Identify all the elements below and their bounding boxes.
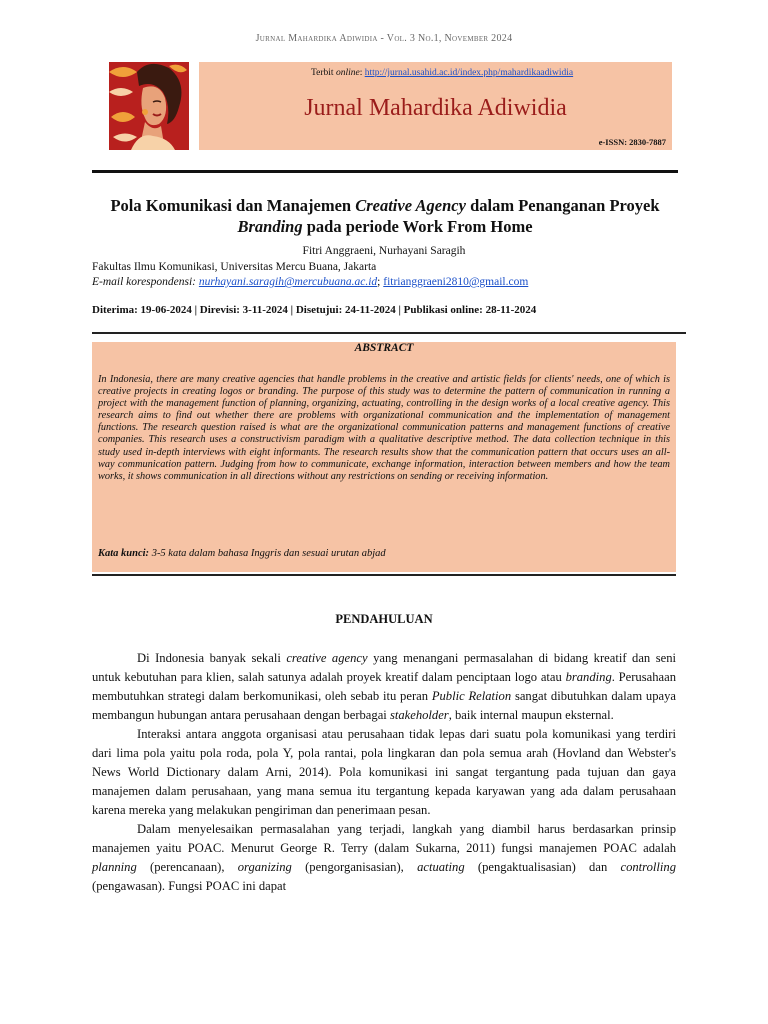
woman-portrait-logo-icon [109,62,189,150]
affiliation: Fakultas Ilmu Komunikasi, Universitas Mercu Buana, Jakarta [92,261,377,273]
published-online-word: online [335,68,360,78]
keywords-text: 3-5 kata dalam bahasa Inggris dan sesuai urutan abjad [149,548,386,559]
published-label: Terbit [311,68,336,78]
paper-title: Pola Komunikasi dan Manajemen Creative Agency dalam Penanganan Proyek Branding pada periode Work From Home [110,196,660,236]
paragraph-3: Dalam menyelesaikan permasalahan yang terjadi, langkah yang diambil harus berdasarkan prinsip manajemen yaitu POAC. Menurut George R. Terry (dalam Sukarna, 2011) fungsi manajemen POAC adalah planning (perencanaan), organizing (pengorganisasian), actuating (pengaktualisasian) dan controlling (pengawasan). Fungsi POAC ini dapat [92,822,676,893]
abstract-text: In Indonesia, there are many creative agencies that handle problems in the creative and artistic fields for clients' needs, one of which is creative projects in creating logos or branding. The purpose of this study was to determine the pattern of communication in running a project with the management function of planning, organizing, actuating, controlling in the design works of a local creative agency. This research aims to find out whether there are problems with organizational communication and the implementation of management functions. The research question raised is what are the organizational communication patterns and management functions of creative companies. This research uses a constructivism paradigm with a qualitative descriptive method. The data collection technique in this study used in-depth interviews with eight informants. The research results show that the communication pattern that occurs uses an all-way communication pattern. Judging from how to communicate, exchange information, interaction between members and how the team works, it shows communication in all directions without any restrictions on sending or receiving information. [98,374,670,482]
body-text [92,649,676,896]
paragraph-1: Di Indonesia banyak sekali creative agency yang menangani permasalahan di bidang kreatif dan seni untuk kebutuhan para klien, salah satunya adalah proyek kreatif dalam penciptaan logo atau branding. Perusahaan membutuhkan strategi dalam berkomunikasi, oleh sebab itu peran Public Relation sangat dibutuhkan dalam upaya membangun hubungan antara perusahaan dengan berbagai stakeholder, baik internal maupun eksternal. [92,651,677,722]
journal-title: Jurnal Mahardika Adiwidia [304,95,567,121]
email-label: E-mail korespondensi: [92,276,199,288]
abstract-heading: ABSTRACT [354,342,414,354]
journal-url-link[interactable]: http://jurnal.usahid.ac.id/index.php/mahardikaadiwidia [364,68,574,78]
keywords [98,548,386,559]
email-separator: ; [377,276,384,288]
correspondence-email [92,276,528,288]
email-link-1[interactable]: nurhayani.saragih@mercubuana.ac.id [198,276,378,288]
authors: Fitri Anggraeni, Nurhayani Saragih [302,245,466,257]
published-colon: : [359,68,365,78]
submission-dates: Diterima: 19-06-2024 | Direvisi: 3-11-2024 | Disetujui: 24-11-2024 | Publikasi online: 28-11-2024 [92,304,537,316]
abstract-box [92,342,676,572]
published-online-line [311,68,573,78]
journal-banner [199,62,672,150]
journal-logo [109,62,189,150]
section-heading: PENDAHULUAN [335,612,433,626]
paragraph-2: Interaksi antara anggota organisasi atau perusahaan tidak lepas dari suatu pola komunikasi yang terdiri dari lima pola yaitu pola roda, pola Y, pola rantai, pola lingkaran dan pola semua arah (Hovland dan Webster's News World Dictionary dalam Arni, 2014). Pola komunikasi ini sangat tergantung pada tujuan dan gaya manajemen dalam perusahaan, yang mana semua itu tergantung kepada karyawan yang ada dalam perusahaan karena mereka yang melakukan pengiriman dan penerimaan pesan. [92,727,676,817]
issn: e-ISSN: 2830-7887 [598,137,666,147]
email-link-2[interactable]: fitrianggraeni2810@gmail.com [383,276,529,288]
keywords-label: Kata kunci: [98,548,150,559]
running-head: Jurnal Mahardika Adiwidia - Vol. 3 No.1, November 2024 [255,33,513,44]
header-divider [92,170,678,173]
abstract-top-divider [92,332,686,334]
abstract-bottom-divider [92,574,676,576]
